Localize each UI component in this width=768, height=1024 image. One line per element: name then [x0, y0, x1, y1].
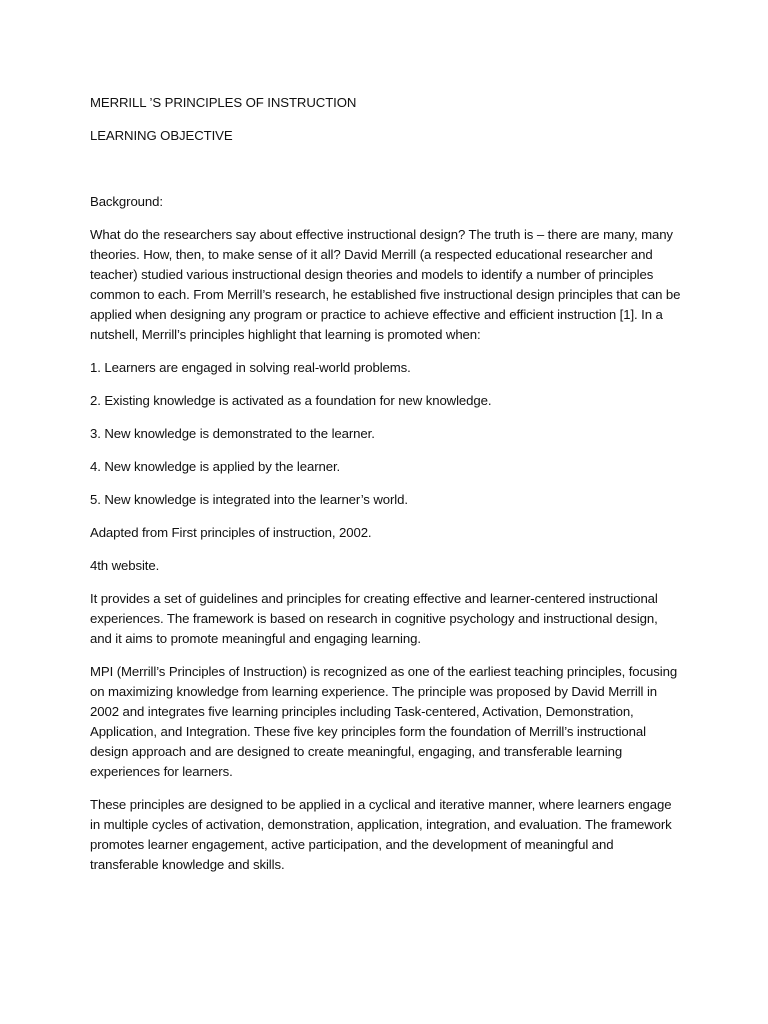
document-body	[90, 93, 682, 888]
intro-paragraph: What do the researchers say about effective instructional design? The truth is – there are many, many theories. How, then, to make sense of it all? David Merrill (a respected educational researcher and teacher) studied various instructional design theories and models to identify a number of principles common to each. From Merrill’s research, he established five instructional design principles that can be applied when designing any program or practice to achieve effective and efficient instruction [1]. In a nutshell, Merrill’s principles highlight that learning is promoted when:	[90, 227, 681, 342]
adapted-source-note: Adapted from First principles of instruction, 2002.	[90, 525, 372, 540]
principle-item-2: 2. Existing knowledge is activated as a foundation for new knowledge.	[90, 393, 492, 408]
mpi-paragraph: MPI (Merrill’s Principles of Instruction) is recognized as one of the earliest teaching principles, focusing on maximizing knowledge from learning experience. The principle was proposed by David Merrill in 2002 and integrates five learning principles including Task-centered, Activation, Demonstration, Application, and Integration. These five key principles form the foundation of Merrill’s instructional design approach and are designed to create meaningful, engaging, and transferable learning experiences for learners.	[90, 664, 678, 779]
website-note: 4th website.	[90, 558, 160, 573]
cyclical-paragraph: These principles are designed to be applied in a cyclical and iterative manner, where learners engage in multiple cycles of activation, demonstration, application, integration, and evaluation. The framework promotes learner engagement, active participation, and the development of meaningful and transferable knowledge and skills.	[90, 797, 672, 872]
principle-item-5: 5. New knowledge is integrated into the learner’s world.	[90, 492, 408, 507]
document-title: MERRILL ’S PRINCIPLES OF INSTRUCTION	[90, 95, 357, 110]
background-heading: Background:	[90, 194, 163, 209]
principle-item-1: 1. Learners are engaged in solving real-world problems.	[90, 360, 411, 375]
principle-item-4: 4. New knowledge is applied by the learner.	[90, 459, 341, 474]
principle-item-3: 3. New knowledge is demonstrated to the learner.	[90, 426, 375, 441]
learning-objective-heading: LEARNING OBJECTIVE	[90, 128, 233, 143]
framework-paragraph: It provides a set of guidelines and principles for creating effective and learner-centered instructional experiences. The framework is based on research in cognitive psychology and instructional design, and it aims to promote meaningful and engaging learning.	[90, 591, 658, 646]
